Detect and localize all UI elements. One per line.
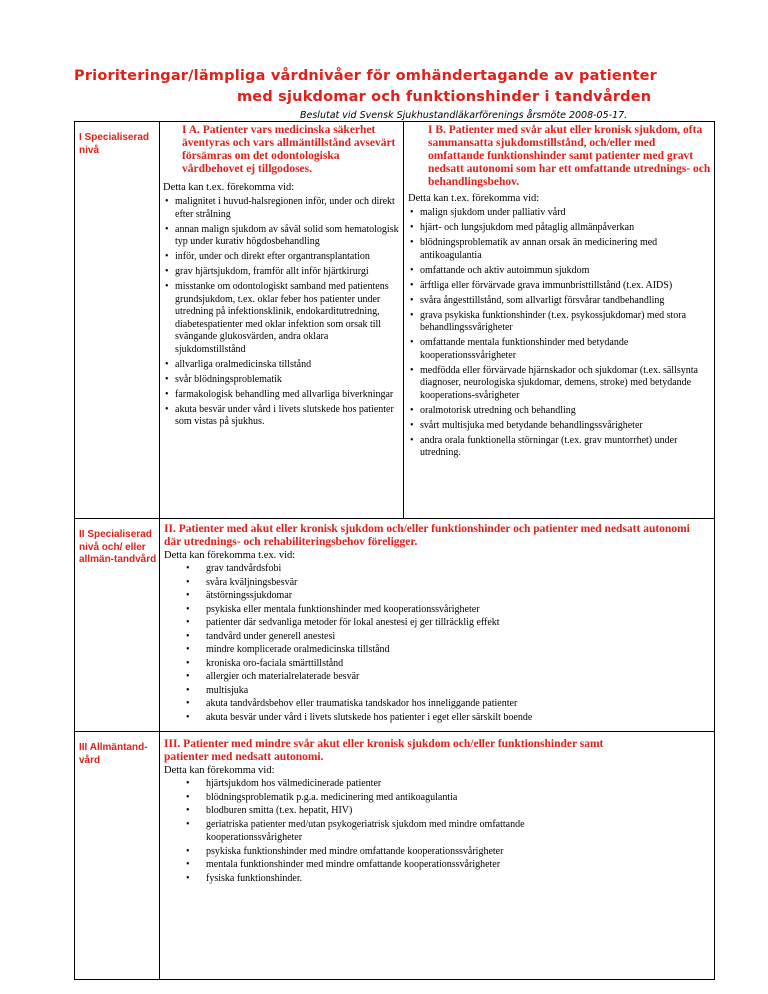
list-item: • grava psykiska funktionshinder (t.ex. psykossjukdomar) med stora behandlingssvårigheter (408, 310, 711, 335)
list-item: • multisjuka (164, 684, 708, 698)
section-III-lead: Detta kan förekomma vid: (164, 765, 275, 776)
list-item: • misstanke om odontologiskt samband med patientens grundsjukdom, t.ex. oklar feber hos patienter under utredning på infektionsklinik, endokarditutredning, diabetespatienter med oklar infektion som orsak till svängande glukosvärden, andra oklara sjukdomstillstånd (163, 281, 399, 356)
list-item: • hjärtsjukdom hos välmedicinerade patienter (164, 777, 708, 791)
list-item: • svåra ångesttillstånd, som allvarligt försvårar tandbehandling (408, 295, 711, 308)
list-item: • allergier och materialrelaterade besvär (164, 670, 708, 684)
section-IB (404, 122, 715, 519)
list-item: • mentala funktionshinder med mindre omfattande kooperationssvårigheter (164, 858, 708, 872)
section-IA-heading: I A. Patienter vars medicinska säkerhet äventyras och vars allmäntillstånd avsevärt försämras om det odontologiska vårdbehovet ej tillgodoses. (182, 124, 396, 175)
section-IB-lead: Detta kan t.ex. förekomma vid: (408, 193, 540, 204)
list-item: • andra orala funktionella störningar (t.ex. grav muntorrhet) under utredning. (408, 435, 711, 460)
document-title-line-1: Prioriteringar/lämpliga vårdnivåer för omhändertagande av patienter (74, 68, 657, 84)
list-item: • omfattande och aktiv autoimmun sjukdom (408, 265, 711, 278)
list-item: • farmakologisk behandling med allvarliga biverkningar (163, 389, 399, 402)
level-3-label: III Allmäntand-vård (75, 732, 160, 980)
list-item: • allvarliga oralmedicinska tillstånd (163, 359, 399, 372)
list-item: • psykiska funktionshinder med mindre omfattande kooperationssvårigheter (164, 845, 708, 859)
section-II-list (164, 562, 708, 724)
list-item: • mindre komplicerade oralmedicinska tillstånd (164, 643, 708, 657)
list-item: • svåra kväljningsbesvär (164, 576, 708, 590)
section-IB-heading: I B. Patienter med svår akut eller kronisk sjukdom, ofta sammansatta sjukdomstillstånd, och/eller med omfattande funktionshinder samt patienter med gravt nedsatt autonomi som har ett omfattande utrednings- och behandlingsbehov. (428, 124, 711, 188)
list-item: • blodburen smitta (t.ex. hepatit, HIV) (164, 804, 708, 818)
section-IA (160, 122, 404, 519)
list-item: • geriatriska patienter med/utan psykogeriatrisk sjukdom med mindre omfattande kooperationssvårigheter (164, 818, 708, 845)
list-item: • kroniska oro-faciala smärttillstånd (164, 657, 708, 671)
section-II (160, 519, 715, 732)
list-item: • patienter där sedvanliga metoder för lokal anestesi ej ger tillräcklig effekt (164, 616, 708, 630)
section-IA-lead: Detta kan t.ex. förekomma vid: (163, 182, 295, 193)
list-item: • ätstörningssjukdomar (164, 589, 708, 603)
section-III-heading: III. Patienter med mindre svår akut eller kronisk sjukdom och/eller funktionshinder samt patienter med nedsatt autonomi. (164, 738, 604, 763)
level-3-row (75, 732, 715, 980)
list-item: • medfödda eller förvärvade hjärnskador och sjukdomar (t.ex. sällsynta diagnoser, neurologiska sjukdomar, demens, stroke) med betydande kooperations-svårigheter (408, 365, 711, 403)
priority-table (74, 121, 715, 980)
list-item: • oralmotorisk utredning och behandling (408, 405, 711, 418)
list-item: • malignitet i huvud-halsregionen inför, under och direkt efter strålning (163, 196, 399, 221)
section-IB-list (408, 207, 711, 460)
list-item: • akuta besvär under vård i livets slutskede hos patienter som vistas på sjukhus. (163, 404, 399, 429)
list-item: • hjärt- och lungsjukdom med påtaglig allmänpåverkan (408, 222, 711, 235)
list-item: • svårt multisjuka med betydande behandlingssvårigheter (408, 420, 711, 433)
section-II-lead: Detta kan förekomma t.ex. vid: (164, 550, 296, 561)
level-1-row (75, 122, 715, 519)
list-item: • grav tandvårdsfobi (164, 562, 708, 576)
list-item: • grav hjärtsjukdom, framför allt inför hjärtkirurgi (163, 266, 399, 279)
section-III (160, 732, 715, 980)
level-2-label: II Specialiserad nivå och/ eller allmän-tandvård (75, 519, 160, 732)
section-IA-list (163, 196, 399, 429)
list-item: • ärftliga eller förvärvade grava immunbristtillstånd (t.ex. AIDS) (408, 280, 711, 293)
list-item: • annan malign sjukdom av såväl solid som hematologisk typ under kurativ högdosbehandling (163, 224, 399, 249)
level-2-row (75, 519, 715, 732)
list-item: • akuta besvär under vård i livets slutskede hos patienter i eget eller särskilt boende (164, 711, 708, 725)
section-II-heading: II. Patienter med akut eller kronisk sjukdom och/eller funktionshinder och patienter med nedsatt autonomi där utrednings- och rehabiliteringsbehov föreligger. (164, 523, 690, 548)
list-item: • omfattande mentala funktionshinder med betydande kooperationssvårigheter (408, 337, 711, 362)
document-title-line-2: med sjukdomar och funktionshinder i tandvården (237, 89, 652, 105)
list-item: • blödningsproblematik p.g.a. medicinering med antikoagulantia (164, 791, 708, 805)
list-item: • akuta tandvårdsbehov eller traumatiska tandskador hos inneliggande patienter (164, 697, 708, 711)
list-item: • malign sjukdom under palliativ vård (408, 207, 711, 220)
list-item: • blödningsproblematik av annan orsak än medicinering med antikoagulantia (408, 237, 711, 262)
list-item: • psykiska eller mentala funktionshinder med kooperationssvårigheter (164, 603, 708, 617)
level-1-label: I Specialiserad nivå (75, 122, 160, 519)
document-subtitle: Beslutat vid Svensk Sjukhustandläkarförenings årsmöte 2008-05-17. (300, 110, 628, 121)
list-item: • fysiska funktionshinder. (164, 872, 708, 886)
section-III-list (164, 777, 708, 885)
list-item: • tandvård under generell anestesi (164, 630, 708, 644)
list-item: • inför, under och direkt efter organtransplantation (163, 251, 399, 264)
list-item: • svår blödningsproblematik (163, 374, 399, 387)
